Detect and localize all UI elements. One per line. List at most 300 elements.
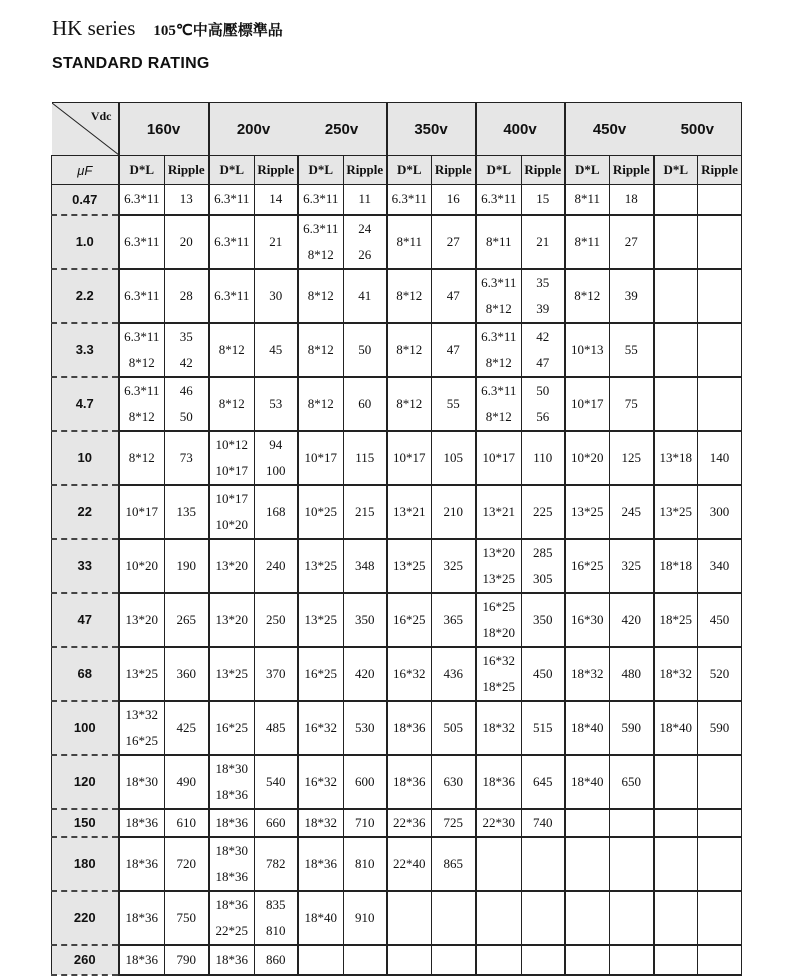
size-cell: 13*20 [209, 539, 255, 593]
size-cell: 8*12 [119, 431, 165, 485]
size-cell [209, 431, 255, 485]
ripple-cell: 125 [610, 431, 654, 485]
size-cell: 10*20 [565, 431, 610, 485]
size-cell: 18*36 [387, 701, 432, 755]
size-cell [387, 891, 432, 945]
table-row [52, 269, 742, 323]
size-value: 8*12 [485, 300, 512, 316]
ripple-cell: 360 [165, 647, 209, 701]
rating-body [52, 185, 742, 975]
ripple-value: 810 [266, 922, 286, 938]
size-cell [565, 837, 610, 891]
size-cell [476, 323, 522, 377]
ripple-cell: 505 [432, 701, 476, 755]
ripple-cell [432, 945, 476, 975]
size-cell: 18*36 [119, 809, 165, 837]
ripple-cell [698, 809, 742, 837]
voltage-160v: 160v [119, 103, 209, 156]
size-cell: 8*12 [387, 323, 432, 377]
size-cell: 13*21 [476, 485, 522, 539]
capacitance-cell: 33 [52, 539, 119, 593]
table-row [52, 185, 742, 215]
ripple-cell: 168 [255, 485, 298, 539]
subcol-ripple: Ripple [432, 156, 476, 185]
subcol-dl: D*L [654, 156, 698, 185]
ripple-cell: 810 [344, 837, 387, 891]
ripple-cell: 15 [522, 185, 565, 215]
subcol-dl: D*L [387, 156, 432, 185]
size-value: 8*12 [485, 354, 512, 370]
size-cell: 8*12 [209, 377, 255, 431]
size-cell: 6.3*11 [476, 185, 522, 215]
ripple-value: 100 [266, 462, 286, 478]
ripple-cell: 348 [344, 539, 387, 593]
size-value: 6.3*11 [303, 220, 339, 236]
size-cell: 6.3*11 [387, 185, 432, 215]
ripple-cell: 30 [255, 269, 298, 323]
size-cell: 13*25 [119, 647, 165, 701]
table-row [52, 485, 742, 539]
ripple-cell: 20 [165, 215, 209, 269]
ripple-value: 26 [358, 246, 372, 262]
size-value: 6.3*11 [481, 274, 517, 290]
ripple-cell: 215 [344, 485, 387, 539]
table-row [52, 377, 742, 431]
size-cell: 8*12 [387, 377, 432, 431]
table-row [52, 755, 742, 809]
capacitance-cell: 1.0 [52, 215, 119, 269]
size-cell: 8*11 [476, 215, 522, 269]
size-cell: 6.3*11 [119, 215, 165, 269]
ripple-cell: 720 [165, 837, 209, 891]
subcol-dl: D*L [298, 156, 344, 185]
size-cell: 8*12 [387, 269, 432, 323]
table-corner [52, 103, 119, 156]
ripple-cell [698, 837, 742, 891]
ripple-cell: 39 [610, 269, 654, 323]
size-cell: 13*20 [209, 593, 255, 647]
size-cell [476, 945, 522, 975]
size-cell: 18*40 [654, 701, 698, 755]
size-cell [209, 837, 255, 891]
capacitance-cell: 100 [52, 701, 119, 755]
ripple-value: 42 [536, 328, 550, 344]
ripple-cell: 41 [344, 269, 387, 323]
subcolumn-header-row [52, 156, 742, 185]
subcol-ripple: Ripple [698, 156, 742, 185]
size-cell: 13*25 [209, 647, 255, 701]
ripple-cell: 425 [165, 701, 209, 755]
size-cell: 16*25 [387, 593, 432, 647]
size-cell [565, 809, 610, 837]
ripple-cell [698, 215, 742, 269]
size-cell: 16*25 [209, 701, 255, 755]
ripple-cell: 13 [165, 185, 209, 215]
size-cell [209, 891, 255, 945]
size-cell [298, 945, 344, 975]
size-cell [476, 539, 522, 593]
size-cell: 10*17 [298, 431, 344, 485]
table-row [52, 837, 742, 891]
size-value: 8*12 [485, 408, 512, 424]
size-cell [476, 377, 522, 431]
ripple-value: 50 [536, 382, 550, 398]
size-cell: 10*25 [298, 485, 344, 539]
size-cell: 16*32 [298, 701, 344, 755]
ripple-cell: 490 [165, 755, 209, 809]
capacitance-cell: 22 [52, 485, 119, 539]
size-value: 8*12 [128, 408, 155, 424]
size-cell: 18*30 [119, 755, 165, 809]
size-cell: 8*11 [387, 215, 432, 269]
ripple-cell: 865 [432, 837, 476, 891]
ripple-cell [698, 891, 742, 945]
ripple-cell: 350 [522, 593, 565, 647]
size-value: 6.3*11 [481, 328, 517, 344]
voltage-350v: 350v [387, 103, 476, 156]
ripple-cell: 73 [165, 431, 209, 485]
size-cell: 6.3*11 [119, 185, 165, 215]
size-cell [654, 269, 698, 323]
ripple-cell: 18 [610, 185, 654, 215]
ripple-cell: 135 [165, 485, 209, 539]
ripple-cell: 645 [522, 755, 565, 809]
capacitance-cell: 220 [52, 891, 119, 945]
size-cell: 13*25 [654, 485, 698, 539]
capacitance-cell: 68 [52, 647, 119, 701]
ripple-cell: 240 [255, 539, 298, 593]
ripple-cell: 27 [432, 215, 476, 269]
size-cell: 10*17 [565, 377, 610, 431]
size-cell: 8*12 [298, 269, 344, 323]
size-cell: 18*40 [565, 755, 610, 809]
ripple-value: 56 [536, 408, 550, 424]
ripple-cell: 590 [698, 701, 742, 755]
ripple-cell: 630 [432, 755, 476, 809]
ripple-cell [610, 809, 654, 837]
size-cell: 10*17 [119, 485, 165, 539]
ripple-cell: 14 [255, 185, 298, 215]
size-cell [476, 269, 522, 323]
table-row [52, 539, 742, 593]
size-value: 18*30 [215, 760, 248, 776]
ripple-value: 46 [179, 382, 193, 398]
size-value: 13*20 [482, 544, 515, 560]
series-title [52, 16, 283, 41]
size-cell: 8*12 [298, 377, 344, 431]
size-value: 18*36 [215, 786, 248, 802]
table-row [52, 945, 742, 975]
size-cell: 10*17 [387, 431, 432, 485]
table-row [52, 809, 742, 837]
ripple-value: 285 [533, 544, 553, 560]
size-cell: 18*36 [119, 891, 165, 945]
subcol-dl: D*L [209, 156, 255, 185]
ripple-cell [522, 323, 565, 377]
size-cell [387, 945, 432, 975]
ripple-value: 42 [179, 354, 193, 370]
size-cell [476, 593, 522, 647]
ripple-cell [698, 323, 742, 377]
ripple-cell: 520 [698, 647, 742, 701]
size-cell: 10*13 [565, 323, 610, 377]
size-value: 18*20 [482, 624, 515, 640]
size-value: 8*12 [128, 354, 155, 370]
ripple-cell: 47 [432, 323, 476, 377]
ripple-cell: 420 [610, 593, 654, 647]
size-cell: 22*40 [387, 837, 432, 891]
ripple-cell: 350 [344, 593, 387, 647]
ripple-cell: 710 [344, 809, 387, 837]
ripple-cell: 60 [344, 377, 387, 431]
ripple-value: 47 [536, 354, 550, 370]
size-cell: 18*32 [476, 701, 522, 755]
ripple-cell [610, 945, 654, 975]
size-value: 10*17 [215, 462, 248, 478]
ripple-cell: 660 [255, 809, 298, 837]
ripple-cell: 45 [255, 323, 298, 377]
size-cell: 18*32 [298, 809, 344, 837]
capacitance-cell: 260 [52, 945, 119, 975]
size-value: 18*36 [215, 896, 248, 912]
size-cell [654, 185, 698, 215]
size-value: 16*25 [482, 598, 515, 614]
table-row [52, 215, 742, 269]
size-value: 10*17 [215, 490, 248, 506]
ripple-cell: 600 [344, 755, 387, 809]
ripple-cell [610, 837, 654, 891]
ripple-cell: 11 [344, 185, 387, 215]
ripple-cell: 210 [432, 485, 476, 539]
size-cell: 16*32 [298, 755, 344, 809]
capacitance-cell: 4.7 [52, 377, 119, 431]
size-value: 18*36 [215, 868, 248, 884]
series-subtitle: 105℃中高壓標準品 [153, 23, 283, 39]
size-cell: 13*18 [654, 431, 698, 485]
size-cell: 18*40 [298, 891, 344, 945]
ripple-cell: 540 [255, 755, 298, 809]
ripple-cell: 245 [610, 485, 654, 539]
ripple-cell: 16 [432, 185, 476, 215]
subcol-ripple: Ripple [610, 156, 654, 185]
ripple-cell: 325 [610, 539, 654, 593]
ripple-cell: 750 [165, 891, 209, 945]
size-cell [476, 837, 522, 891]
size-cell: 18*32 [654, 647, 698, 701]
capacitance-cell: 0.47 [52, 185, 119, 215]
ripple-cell [698, 755, 742, 809]
capacitance-cell: 180 [52, 837, 119, 891]
size-cell: 13*25 [387, 539, 432, 593]
size-cell: 18*36 [476, 755, 522, 809]
ripple-cell: 480 [610, 647, 654, 701]
size-value: 6.3*11 [124, 382, 160, 398]
ripple-cell: 910 [344, 891, 387, 945]
size-cell: 22*36 [387, 809, 432, 837]
ripple-cell [344, 945, 387, 975]
size-cell: 8*11 [565, 185, 610, 215]
ripple-cell: 110 [522, 431, 565, 485]
size-cell: 16*25 [298, 647, 344, 701]
ripple-cell: 140 [698, 431, 742, 485]
subcol-dl: D*L [565, 156, 610, 185]
size-cell [209, 485, 255, 539]
size-cell [209, 755, 255, 809]
ripple-cell [610, 891, 654, 945]
ripple-cell: 47 [432, 269, 476, 323]
size-cell: 22*30 [476, 809, 522, 837]
ripple-cell: 450 [522, 647, 565, 701]
size-cell [476, 891, 522, 945]
uf-label: μF [52, 156, 119, 185]
size-value: 18*30 [215, 842, 248, 858]
voltage-400v: 400v [476, 103, 565, 156]
size-cell: 10*17 [476, 431, 522, 485]
subcol-dl: D*L [476, 156, 522, 185]
ripple-value: 94 [269, 436, 283, 452]
ripple-cell: 250 [255, 593, 298, 647]
ripple-cell: 725 [432, 809, 476, 837]
size-value: 16*25 [125, 732, 158, 748]
size-cell: 13*21 [387, 485, 432, 539]
size-cell [119, 701, 165, 755]
ripple-cell: 53 [255, 377, 298, 431]
ripple-cell: 340 [698, 539, 742, 593]
size-cell: 18*36 [387, 755, 432, 809]
size-value: 13*25 [482, 570, 515, 586]
size-cell: 18*36 [119, 945, 165, 975]
size-cell [654, 891, 698, 945]
ripple-cell [522, 539, 565, 593]
ripple-cell [522, 377, 565, 431]
ripple-cell: 860 [255, 945, 298, 975]
size-value: 8*12 [307, 246, 334, 262]
ripple-cell [698, 945, 742, 975]
table-row [52, 891, 742, 945]
ripple-cell [344, 215, 387, 269]
ripple-cell: 740 [522, 809, 565, 837]
ripple-cell: 55 [610, 323, 654, 377]
ripple-cell: 300 [698, 485, 742, 539]
ripple-cell: 485 [255, 701, 298, 755]
vdc-label: Vdc [90, 109, 112, 123]
table-row [52, 593, 742, 647]
capacitance-cell: 150 [52, 809, 119, 837]
size-value: 6.3*11 [124, 328, 160, 344]
size-cell: 10*20 [119, 539, 165, 593]
size-cell [119, 323, 165, 377]
ripple-cell: 515 [522, 701, 565, 755]
ripple-cell: 28 [165, 269, 209, 323]
ripple-cell: 530 [344, 701, 387, 755]
size-value: 22*25 [215, 922, 248, 938]
size-value: 10*20 [215, 516, 248, 532]
size-cell: 6.3*11 [119, 269, 165, 323]
size-cell: 16*25 [565, 539, 610, 593]
voltage-250v: 250v [298, 103, 387, 156]
table-row [52, 431, 742, 485]
size-cell: 18*40 [565, 701, 610, 755]
ripple-cell: 450 [698, 593, 742, 647]
ripple-cell: 420 [344, 647, 387, 701]
section-heading: STANDARD RATING [52, 55, 210, 72]
size-cell: 18*32 [565, 647, 610, 701]
voltage-500v: 500v [654, 103, 742, 156]
ripple-cell: 650 [610, 755, 654, 809]
ripple-cell [522, 945, 565, 975]
capacitance-cell: 10 [52, 431, 119, 485]
size-value: 13*32 [125, 706, 158, 722]
voltage-200v: 200v [209, 103, 298, 156]
ripple-value: 305 [533, 570, 553, 586]
ripple-cell: 610 [165, 809, 209, 837]
size-cell [654, 323, 698, 377]
size-cell [565, 891, 610, 945]
size-value: 10*12 [215, 436, 248, 452]
ripple-cell [698, 377, 742, 431]
subcol-ripple: Ripple [255, 156, 298, 185]
ripple-cell: 370 [255, 647, 298, 701]
size-cell [119, 377, 165, 431]
size-cell: 6.3*11 [209, 215, 255, 269]
size-cell: 18*36 [119, 837, 165, 891]
ripple-value: 24 [358, 220, 372, 236]
ripple-cell: 436 [432, 647, 476, 701]
size-cell: 18*36 [209, 945, 255, 975]
ripple-value: 835 [266, 896, 286, 912]
ripple-cell: 590 [610, 701, 654, 755]
size-cell [654, 377, 698, 431]
ripple-cell: 55 [432, 377, 476, 431]
ripple-cell: 190 [165, 539, 209, 593]
ripple-cell: 105 [432, 431, 476, 485]
voltage-header-row [52, 103, 742, 156]
size-cell: 13*20 [119, 593, 165, 647]
ripple-cell [255, 891, 298, 945]
ripple-cell: 365 [432, 593, 476, 647]
subcol-ripple: Ripple [344, 156, 387, 185]
voltage-450v: 450v [565, 103, 654, 156]
ripple-cell [432, 891, 476, 945]
size-cell: 6.3*11 [209, 269, 255, 323]
size-cell: 13*25 [298, 539, 344, 593]
size-cell: 8*12 [565, 269, 610, 323]
size-value: 16*32 [482, 652, 515, 668]
ripple-cell: 21 [255, 215, 298, 269]
ripple-cell [522, 269, 565, 323]
ripple-cell: 790 [165, 945, 209, 975]
size-cell: 18*25 [654, 593, 698, 647]
ripple-cell [255, 431, 298, 485]
ripple-cell [522, 837, 565, 891]
ripple-cell: 27 [610, 215, 654, 269]
size-cell: 13*25 [298, 593, 344, 647]
size-cell [654, 809, 698, 837]
ripple-cell: 265 [165, 593, 209, 647]
size-cell: 6.3*11 [209, 185, 255, 215]
ripple-cell [165, 377, 209, 431]
size-cell: 16*30 [565, 593, 610, 647]
size-cell: 13*25 [565, 485, 610, 539]
ripple-cell [165, 323, 209, 377]
capacitance-cell: 2.2 [52, 269, 119, 323]
subcol-ripple: Ripple [522, 156, 565, 185]
size-cell: 8*12 [209, 323, 255, 377]
capacitance-cell: 120 [52, 755, 119, 809]
table-row [52, 701, 742, 755]
ripple-cell: 325 [432, 539, 476, 593]
size-cell [565, 945, 610, 975]
